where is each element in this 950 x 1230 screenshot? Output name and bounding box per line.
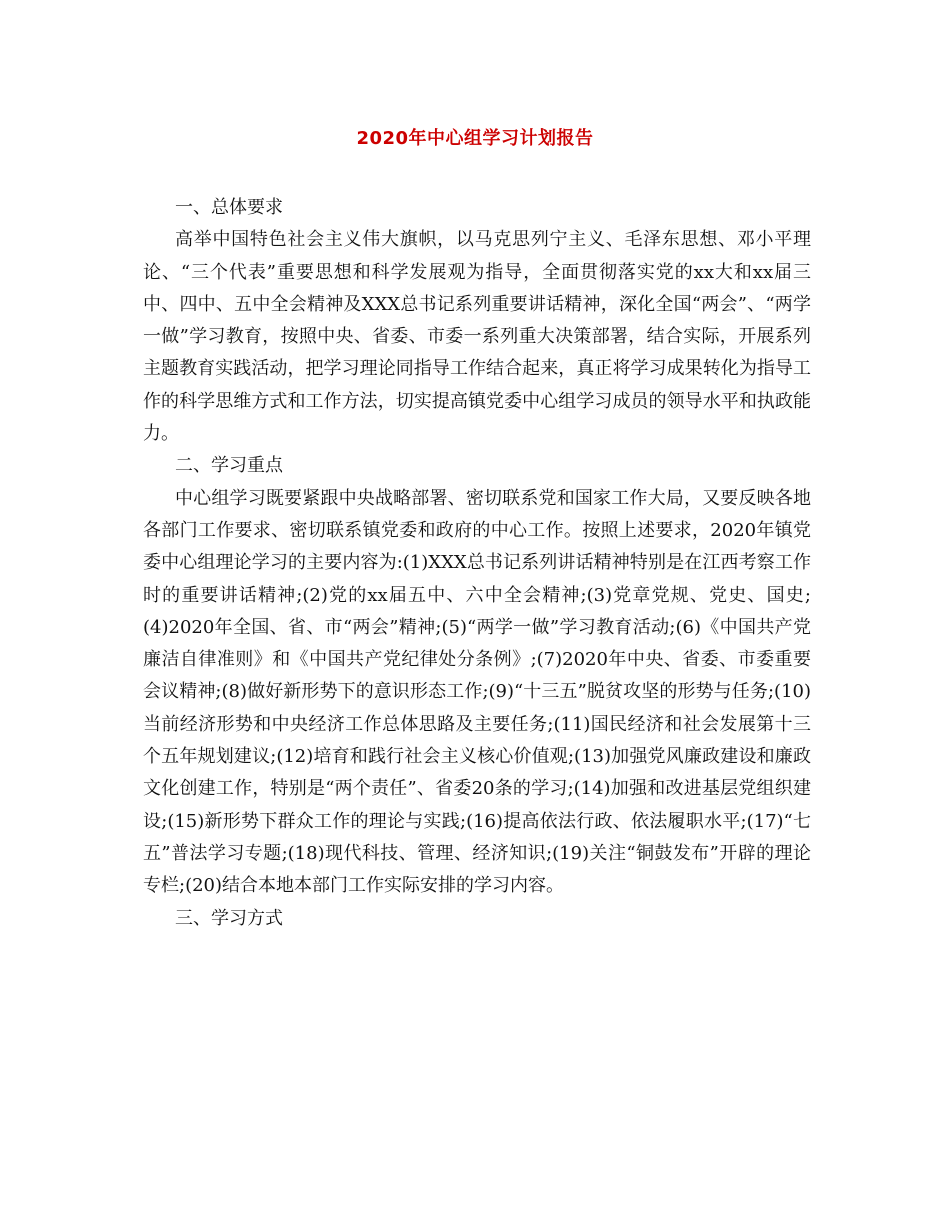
section-heading-study-methods: 三、学习方式 — [175, 907, 283, 929]
document-title: 2020年中心组学习计划报告 — [356, 128, 594, 149]
section-heading-study-focus: 二、学习重点 — [175, 455, 283, 477]
section-heading-general-requirements: 一、总体要求 — [175, 197, 283, 218]
section-paragraph-general-requirements: 高举中国特色社会主义伟大旗帜，以马克思列宁主义、毛泽东思想、邓小平理论、“三个代表”重要思想和科学发展观为指导，全面贯彻落实党的xx大和xx届三中、四中、五中全会精神及XXX总书记系列重要讲话精神，深化全国“两会”、“两学一做”学习教育，按照中央、省委、市委一系列重大决策部署，结合实际，开展系列主题教育实践活动，把学习理论同指导工作结合起来，真正将学习成果转化为指导工作的科学思维方式和工作方法，切实提高镇党委中心组学习成员的领导水平和执政能力。 — [143, 229, 811, 445]
section-paragraph-study-focus: 中心组学习既要紧跟中央战略部署、密切联系党和国家工作大局，又要反映各地各部门工作要求、密切联系镇党委和政府的中心工作。按照上述要求，2020年镇党委中心组理论学习的主要内容为:(1)XXX总书记系列讲话精神特别是在江西考察工作时的重要讲话精神;(2)党的xx届五中、六中全会精神;(3)党章党规、党史、国史;(4)2020年全国、省、市“两会”精神;(5)“两学一做”学习教育活动;(6)《中国共产党廉洁自律准则》和《中国共产党纪律处分条例》;(7)2020年中央、省委、市委重要会议精神;(8)做好新形势下的意识形态工作;(9)“十三五”脱贫攻坚的形势与任务;(10)当前经济形势和中央经济工作总体思路及主要任务;(11)国民经济和社会发展第十三个五年规划建议;(12)培育和践行社会主义核心价值观;(13)加强党风廉政建设和廉政文化创建工作，特别是“两个责任”、省委20条的学习;(14)加强和改进基层党组织建设;(15)新形势下群众工作的理论与实践;(16)提高依法行政、依法履职水平;(17)“七五”普法学习专题;(18)现代科技、管理、经济知识;(19)关注“铜鼓发布”开辟的理论专栏;(20)结合本地本部门工作实际安排的学习内容。 — [143, 487, 811, 897]
document-body — [143, 192, 811, 935]
